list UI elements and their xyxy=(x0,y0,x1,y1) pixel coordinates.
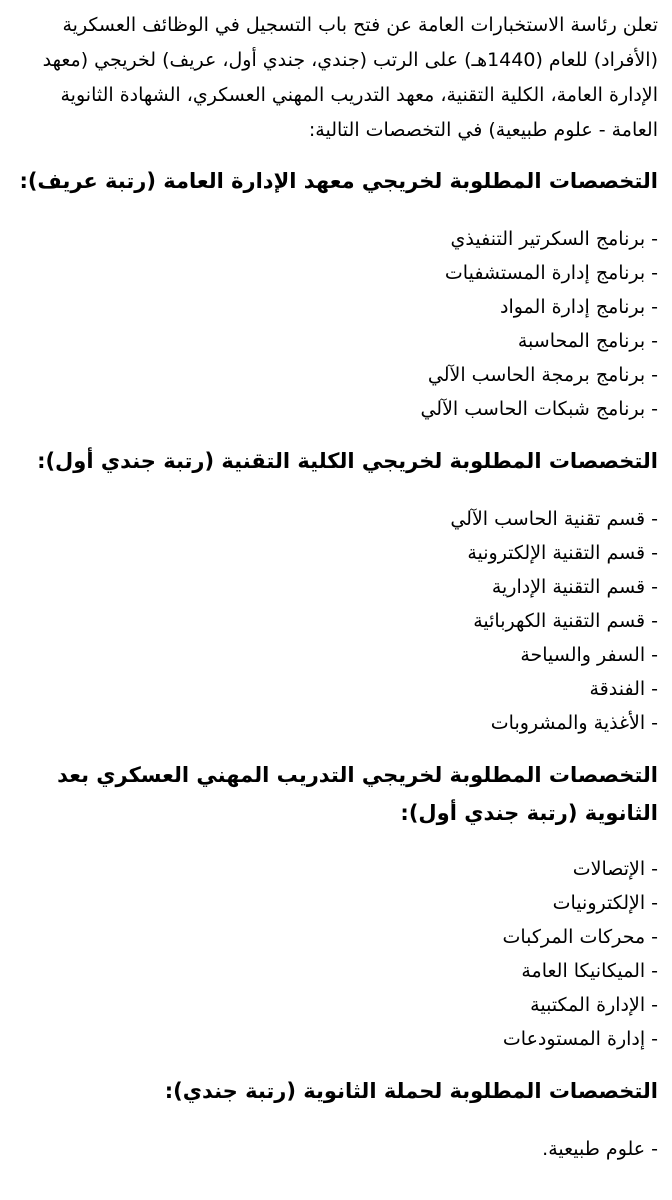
list-item-label: إدارة المستودعات xyxy=(502,1028,646,1050)
list-item-label: برنامج السكرتير التنفيذي xyxy=(450,228,646,250)
section-high-school xyxy=(12,1072,658,1166)
bullet-dash: - xyxy=(651,1028,658,1050)
specialty-list xyxy=(12,502,658,740)
bullet-dash: - xyxy=(651,858,658,880)
list-item xyxy=(12,290,658,324)
list-item-label: الإدارة المكتبية xyxy=(530,994,646,1016)
bullet-dash: - xyxy=(651,398,658,420)
bullet-dash: - xyxy=(651,228,658,250)
bullet-dash: - xyxy=(651,542,658,564)
list-item-label: الفندقة xyxy=(589,678,646,700)
bullet-dash: - xyxy=(651,926,658,948)
specialty-list xyxy=(12,1132,658,1166)
bullet-dash: - xyxy=(651,364,658,386)
list-item xyxy=(12,324,658,358)
section-title: التخصصات المطلوبة لحملة الثانوية (رتبة جندي): xyxy=(164,1079,658,1103)
list-item-label: قسم التقنية الكهربائية xyxy=(473,610,646,632)
list-item xyxy=(12,886,658,920)
list-item-label: برنامج إدارة المستشفيات xyxy=(444,262,646,284)
list-item-label: برنامج المحاسبة xyxy=(517,330,646,352)
list-item xyxy=(12,392,658,426)
bullet-dash: - xyxy=(651,1138,658,1160)
list-item-label: قسم التقنية الإدارية xyxy=(491,576,646,598)
list-item-label: علوم طبيعية. xyxy=(542,1138,646,1160)
bullet-dash: - xyxy=(651,994,658,1016)
bullet-dash: - xyxy=(651,892,658,914)
section-public-admin xyxy=(12,162,658,426)
list-item xyxy=(12,954,658,988)
list-item xyxy=(12,988,658,1022)
specialty-list xyxy=(12,222,658,426)
section-military-vocational xyxy=(12,756,658,1056)
list-item xyxy=(12,920,658,954)
list-item-label: برنامج إدارة المواد xyxy=(500,296,646,318)
bullet-dash: - xyxy=(651,678,658,700)
section-title: التخصصات المطلوبة لخريجي معهد الإدارة العامة (رتبة عريف): xyxy=(19,169,658,193)
intro-paragraph: تعلن رئاسة الاستخبارات العامة عن فتح باب التسجيل في الوظائف العسكرية (الأفراد) للعام (1440هـ) على الرتب (جندي، جندي أول، عريف) لخريجي (معهد الإدارة العامة، الكلية التقنية، معهد التدريب المهني العسكري، الشهادة الثانوية العامة - علوم طبيعية) في التخصصات التالية: xyxy=(42,14,658,141)
bullet-dash: - xyxy=(651,960,658,982)
list-item xyxy=(12,604,658,638)
list-item xyxy=(12,570,658,604)
list-item xyxy=(12,672,658,706)
specialty-list xyxy=(12,852,658,1056)
list-item xyxy=(12,1132,658,1166)
list-item-label: الأغذية والمشروبات xyxy=(490,712,646,734)
bullet-dash: - xyxy=(651,508,658,530)
bullet-dash: - xyxy=(651,712,658,734)
list-item-label: الإتصالات xyxy=(572,858,646,880)
list-item xyxy=(12,706,658,740)
list-item xyxy=(12,536,658,570)
bullet-dash: - xyxy=(651,644,658,666)
bullet-dash: - xyxy=(651,330,658,352)
list-item xyxy=(12,222,658,256)
bullet-dash: - xyxy=(651,576,658,598)
section-title: التخصصات المطلوبة لخريجي التدريب المهني العسكري بعد الثانوية (رتبة جندي أول): xyxy=(57,763,658,825)
list-item xyxy=(12,256,658,290)
list-item-label: برنامج برمجة الحاسب الآلي xyxy=(427,364,646,386)
section-title: التخصصات المطلوبة لخريجي الكلية التقنية (رتبة جندي أول): xyxy=(37,449,658,473)
bullet-dash: - xyxy=(651,296,658,318)
list-item xyxy=(12,852,658,886)
list-item xyxy=(12,1022,658,1056)
list-item-label: الإلكترونيات xyxy=(552,892,646,914)
list-item-label: السفر والسياحة xyxy=(520,644,646,666)
bullet-dash: - xyxy=(651,262,658,284)
list-item xyxy=(12,502,658,536)
bullet-dash: - xyxy=(651,610,658,632)
list-item-label: قسم التقنية الإلكترونية xyxy=(467,542,646,564)
list-item xyxy=(12,638,658,672)
section-technical-college xyxy=(12,442,658,740)
list-item-label: قسم تقنية الحاسب الآلي xyxy=(450,508,646,530)
list-item-label: الميكانيكا العامة xyxy=(521,960,646,982)
list-item-label: محركات المركبات xyxy=(502,926,646,948)
list-item-label: برنامج شبكات الحاسب الآلي xyxy=(420,398,646,420)
list-item xyxy=(12,358,658,392)
